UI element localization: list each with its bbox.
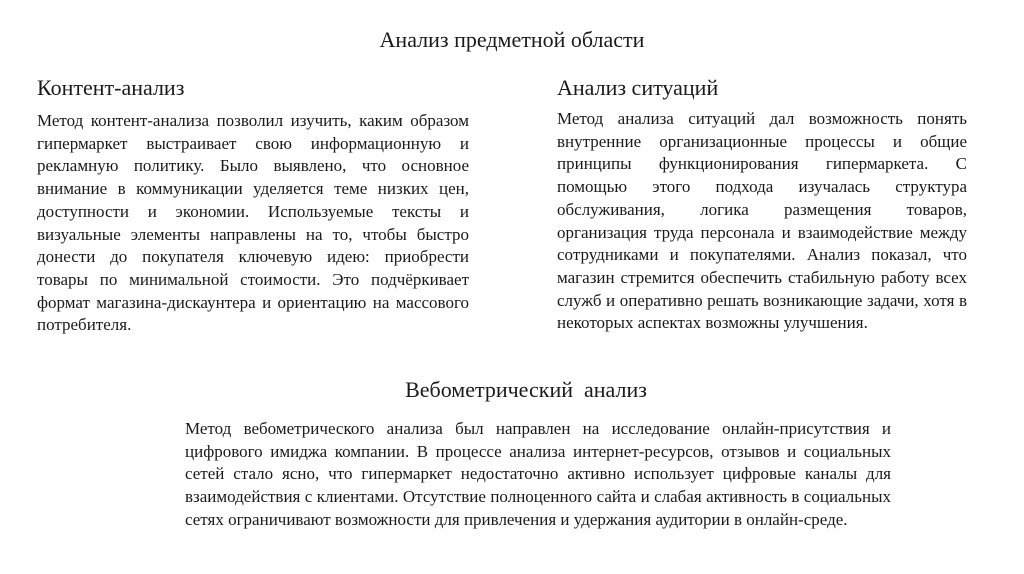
situation-analysis-text: Метод анализа ситуаций дал возможность понять внутренние организационные процессы и общие принципы функционирования гипермаркета. С помощью этого подхода изучалась структура обслуживания, логика размещения товаров, организация труда персонала и взаимодействие между сотрудниками и покупателями. Анализ показал, что магазин стремится обеспечить стабильную работу всех служб и оперативно решать возникающие задачи, хотя в некоторых аспектах возможны улучшения. (557, 109, 967, 333)
slide-title: Анализ предметной области (379, 27, 645, 52)
webometric-analysis-heading: Вебометрический анализ (405, 377, 647, 402)
webometric-analysis-text: Метод вебометрического анализа был направлен на исследование онлайн-присутствия и цифрового имиджа компании. В процессе анализа интернет-ресурсов, отзывов и социальных сетей стало ясно, что гипермаркет недостаточно активно использует цифровые каналы для взаимодействия с клиентами. Отсутствие полноценного сайта и слабая активность в социальных сетях ограничивают возможности для привлечения и удержания аудитории в онлайн-среде. (185, 419, 891, 529)
content-analysis-text: Метод контент-анализа позволил изучить, каким образом гипермаркет выстраивает свою информационную и рекламную политику. Было выявлено, что основное внимание в коммуникации уделяется теме низких цен, доступности и экономии. Используемые тексты и визуальные элементы направлены на то, чтобы быстро донести до покупателя ключевую идею: приобрести товары по минимальной стоимости. Это подчёркивает формат магазина-дискаунтера и ориентацию на массового потребителя. (37, 111, 469, 335)
situation-analysis-heading: Анализ ситуаций (557, 75, 719, 100)
content-analysis-heading: Контент-анализ (37, 75, 185, 100)
